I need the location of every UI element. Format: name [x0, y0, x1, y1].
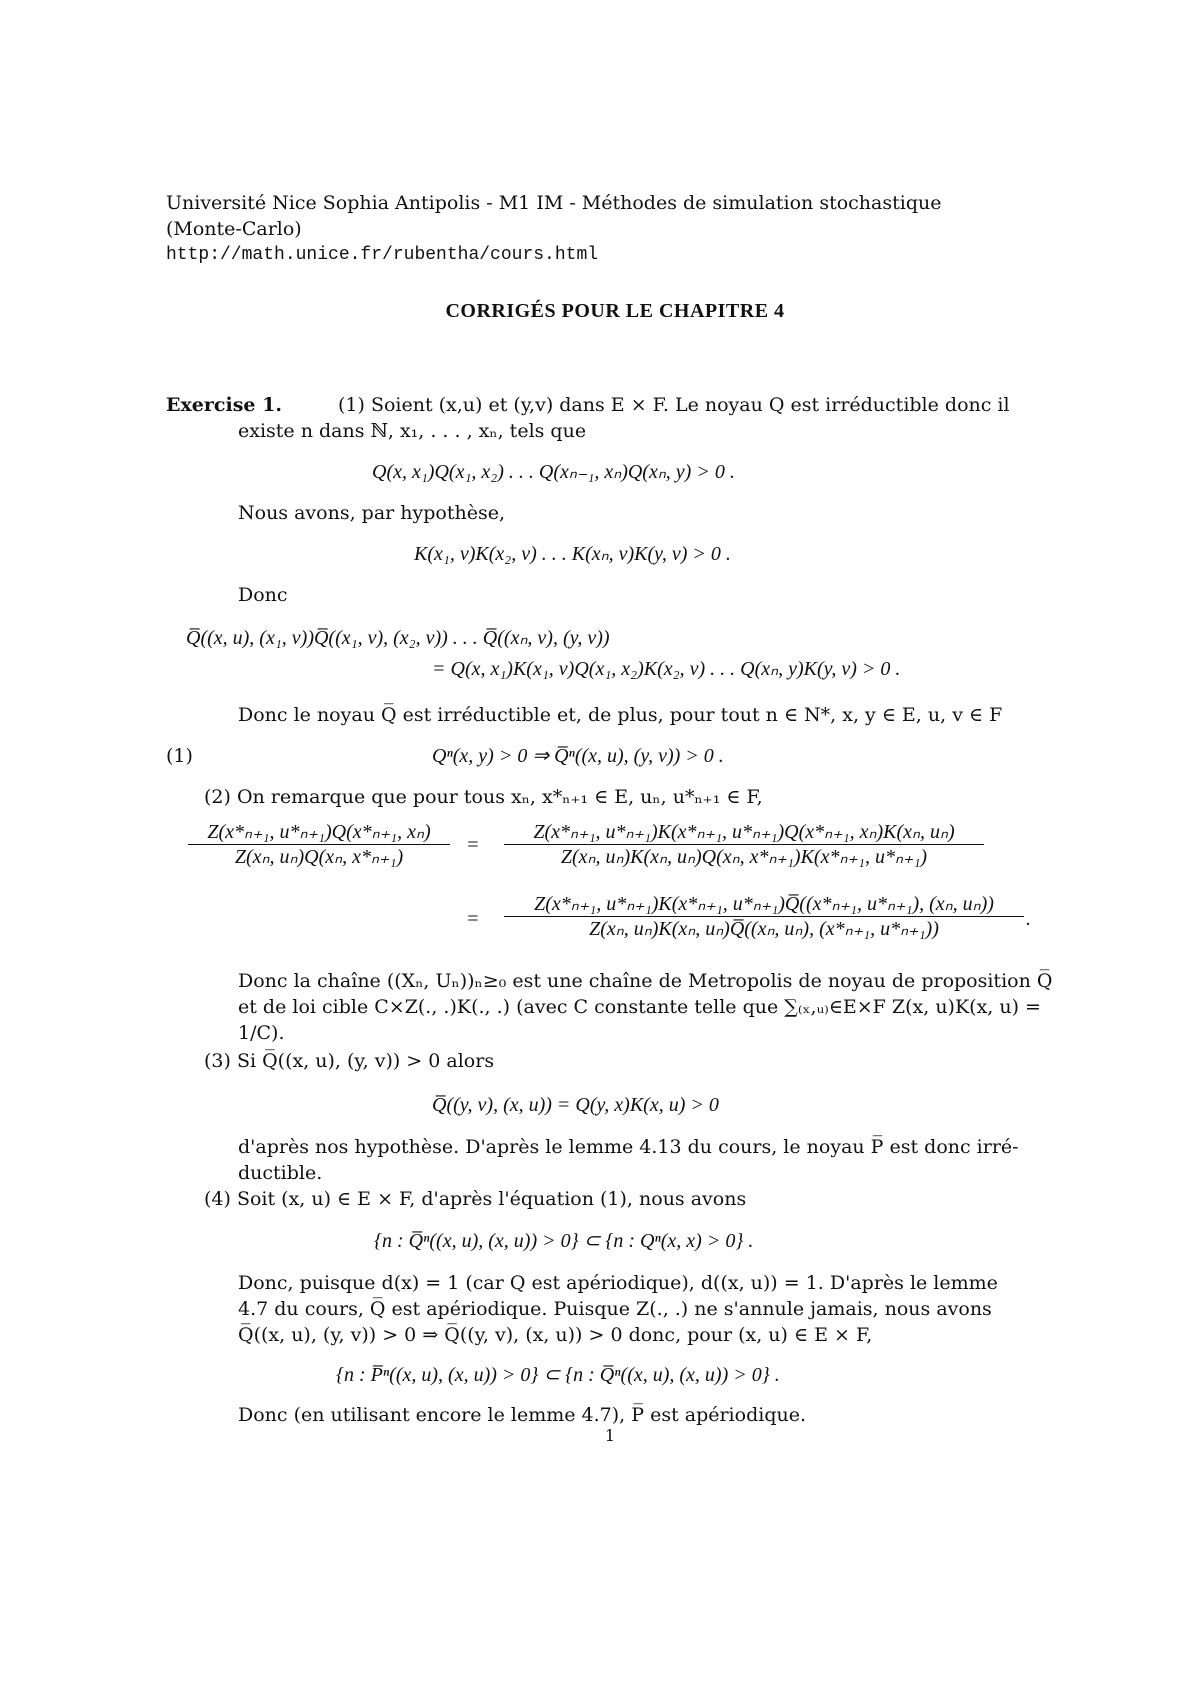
paragraph-3-line-3: ductible. — [238, 1162, 323, 1184]
paragraph-4-line-4: Q̅((x, u), (y, v)) > 0 ⇒ Q̅((y, v), (x, u)) > 0 donc, pour (x, u) ∈ E × F, — [238, 1324, 873, 1346]
paragraph-3-line-2: d'après nos hypothèse. D'après le lemme 4.13 du cours, le noyau P̅ est donc irré- — [238, 1136, 1019, 1158]
header-line-2: (Monte-Carlo) — [166, 218, 302, 240]
paragraph-2-line-1: (2) On remarque que pour tous xₙ, x*ₙ₊₁ ∈ E, uₙ, u*ₙ₊₁ ∈ F, — [204, 786, 763, 808]
fraction-lhs-denominator: Z(xₙ, uₙ)Q(xₙ, x*ₙ₊₁) — [188, 844, 450, 869]
paragraph-2-line-2: Donc la chaîne ((Xₙ, Uₙ))ₙ≥₀ est une chaîne de Metropolis de noyau de proposition Q̅ — [238, 970, 1053, 992]
equation-4-label: (1) — [166, 745, 193, 767]
paragraph-1-line-3: Nous avons, par hypothèse, — [238, 502, 505, 524]
page-title: CORRIGÉS POUR LE CHAPITRE 4 — [445, 300, 785, 322]
fraction-rhs-2 — [504, 892, 1024, 941]
equation-4: Qⁿ(x, y) > 0 ⇒ Q̅ⁿ((x, u), (y, v)) > 0 . — [432, 745, 724, 767]
equation-2: K(x₁, v)K(x₂, v) . . . K(xₙ, v)K(y, v) > 0 . — [414, 543, 731, 565]
fraction-rhs-2-numerator: Z(x*ₙ₊₁, u*ₙ₊₁)K(x*ₙ₊₁, u*ₙ₊₁)Q̅((x*ₙ₊₁, u*ₙ₊₁), (xₙ, uₙ)) — [534, 893, 994, 915]
paragraph-2-line-4: 1/C). — [238, 1022, 285, 1044]
page-number: 1 — [604, 1426, 616, 1445]
equation-6: {n : Q̅ⁿ((x, u), (x, u)) > 0} ⊂ {n : Qⁿ(x, x) > 0} . — [374, 1230, 754, 1252]
fraction-lhs — [188, 820, 450, 869]
fraction-rhs-1-denominator: Z(xₙ, uₙ)K(xₙ, uₙ)Q(xₙ, x*ₙ₊₁)K(x*ₙ₊₁, u*ₙ₊₁) — [504, 844, 984, 869]
fraction-lhs-numerator: Z(x*ₙ₊₁, u*ₙ₊₁)Q(x*ₙ₊₁, xₙ) — [207, 821, 431, 843]
paragraph-1-line-1: (1) Soient (x,u) et (y,v) dans E × F. Le noyau Q est irréductible donc il — [338, 394, 1010, 416]
paragraph-4-line-5: Donc (en utilisant encore le lemme 4.7), P̅ est apériodique. — [238, 1404, 806, 1426]
equals-sign-2: = — [466, 908, 480, 930]
equation-7: {n : P̅ⁿ((x, u), (x, u)) > 0} ⊂ {n : Q̅ⁿ((x, u), (x, u)) > 0} . — [336, 1364, 780, 1386]
fraction-end-period: . — [1026, 908, 1031, 930]
exercise-heading — [166, 392, 282, 418]
paragraph-1-line-5: Donc le noyau Q̅ est irréductible et, de plus, pour tout n ∈ N*, x, y ∈ E, u, v ∈ F — [238, 704, 1003, 726]
header-url[interactable]: http://math.unice.fr/rubentha/cours.html — [166, 245, 599, 265]
header-line-1: Université Nice Sophia Antipolis - M1 IM - Méthodes de simulation stochastique — [166, 192, 942, 214]
equation-5: Q̅((y, v), (x, u)) = Q(y, x)K(x, u) > 0 — [432, 1094, 719, 1116]
fraction-rhs-1-numerator: Z(x*ₙ₊₁, u*ₙ₊₁)K(x*ₙ₊₁, u*ₙ₊₁)Q(x*ₙ₊₁, xₙ)K(xₙ, uₙ) — [533, 821, 955, 843]
fraction-rhs-1 — [504, 820, 984, 869]
paragraph-4-line-1: (4) Soit (x, u) ∈ E × F, d'après l'équation (1), nous avons — [204, 1188, 747, 1210]
equation-3-line-1: Q̅((x, u), (x₁, v))Q̅((x₁, v), (x₂, v)) . . . Q̅((xₙ, v), (y, v)) — [186, 627, 610, 649]
equation-3-line-2: = Q(x, x₁)K(x₁, v)Q(x₁, x₂)K(x₂, v) . . . Q(xₙ, y)K(y, v) > 0 . — [432, 658, 901, 680]
paragraph-2-line-3: et de loi cible C×Z(., .)K(., .) (avec C constante telle que ∑₍ₓ,ᵤ₎∈E×F Z(x, u)K(x, u) = — [238, 996, 1041, 1018]
paragraph-4-line-3: 4.7 du cours, Q̅ est apériodique. Puisque Z(., .) ne s'annule jamais, nous avons — [238, 1298, 992, 1320]
paragraph-1-line-2: existe n dans ℕ, x₁, . . . , xₙ, tels que — [238, 420, 587, 442]
exercise-label: Exercise 1. — [166, 394, 282, 416]
paragraph-3-line-1: (3) Si Q̅((x, u), (y, v)) > 0 alors — [204, 1050, 495, 1072]
equals-sign-1: = — [466, 834, 480, 856]
paragraph-1-line-4: Donc — [238, 584, 288, 606]
fraction-rhs-2-denominator: Z(xₙ, uₙ)K(xₙ, uₙ)Q̅((xₙ, uₙ), (x*ₙ₊₁, u*ₙ₊₁)) — [504, 916, 1024, 941]
equation-1: Q(x, x₁)Q(x₁, x₂) . . . Q(xₙ₋₁, xₙ)Q(xₙ, y) > 0 . — [372, 461, 735, 483]
paragraph-4-line-2: Donc, puisque d(x) = 1 (car Q est apériodique), d((x, u)) = 1. D'après le lemme — [238, 1272, 998, 1294]
